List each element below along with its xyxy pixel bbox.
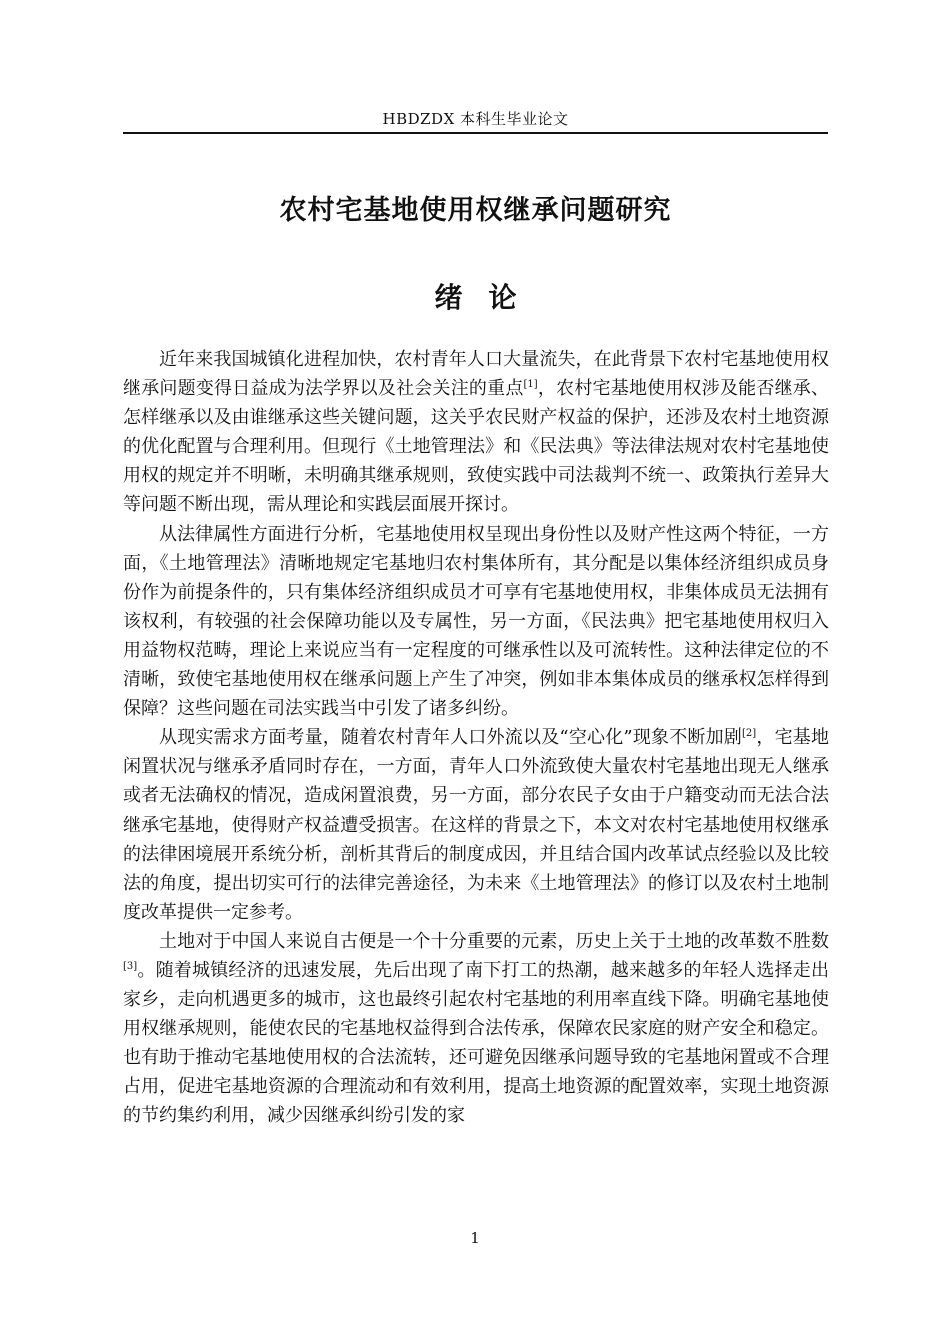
citation-marker: [2] — [742, 728, 757, 740]
header-rule — [123, 132, 828, 134]
page-number: 1 — [470, 1229, 480, 1247]
paragraph-3: 从现实需求方面考量，随着农村青年人口外流以及“空心化”现象不断加剧[2]，宅基地闲置状况与继承矛盾同时存在，一方面，青年人口外流致使大量农村宅基地出现无人继承或者无法确权的情况，造成闲置浪费，另一方面，部分农民子女由于户籍变动而无法合法继承宅基地，使得财产权益遭受损害。在这样的背景之下，本文对农村宅基地使用权继承的法律困境展开系统分析，剖析其背后的制度成因，并且结合国内改革试点经验以及比较法的角度，提出切实可行的法律完善途径，为未来《土地管理法》的修订以及农村土地制度改革提供一定参考。 — [123, 727, 830, 923]
paragraph-4: 土地对于中国人来说自古便是一个十分重要的元素，历史上关于土地的改革数不胜数[3]。随着城镇经济的迅速发展，先后出现了南下打工的热潮，越来越多的年轻人选择走出家乡，走向机遇更多的城市，这也最终引起农村宅基地的利用率直线下降。明确宅基地使用权继承规则，能使农民的宅基地权益得到合法传承，保障农民家庭的财产安全和稳定。也有助于推动宅基地使用权的合法流转，还可避免因继承问题导致的宅基地闲置或不合理占用，促进宅基地资源的合理流动和有效利用，提高土地资源的配置效率，实现土地资源的节约集约利用，减少因继承纠纷引发的家 — [123, 930, 829, 1127]
paragraph-2: 从法律属性方面进行分析，宅基地使用权呈现出身份性以及财产性这两个特征，一方面，《土地管理法》清晰地规定宅基地归农村集体所有，其分配是以集体经济组织成员身份作为前提条件的，只有集体经济组织成员才可享有宅基地使用权，非集体成员无法拥有该权利，有较强的社会保障功能以及专属性，另一方面，《民法典》把宅基地使用权归入用益物权范畴，理论上来说应当有一定程度的可继承性以及可流转性。这种法律定位的不清晰，致使宅基地使用权在继承问题上产生了冲突，例如非本集体成员的继承权怎样得到保障？这些问题在司法实践当中引发了诸多纠纷。 — [123, 523, 829, 720]
section-heading: 绪论 — [434, 281, 543, 314]
page-header: HBDZDX 本科生毕业论文 — [382, 110, 569, 128]
paper-title: 农村宅基地使用权继承问题研究 — [279, 195, 672, 226]
citation-marker: [1] — [523, 379, 538, 391]
citation-marker: [3] — [123, 960, 138, 972]
paragraph-1: 近年来我国城镇化进程加快，农村青年人口大量流失，在此背景下农村宅基地使用权继承问题变得日益成为法学界以及社会关注的重点[1]，农村宅基地使用权涉及能否继承、怎样继承以及由谁继承这些关键问题，这关乎农民财产权益的保护，还涉及农村土地资源的优化配置与合理利用。但现行《土地管理法》和《民法典》等法律法规对农村宅基地使用权的规定并不明晰，未明确其继承规则，致使实践中司法裁判不统一、政策执行差异大等问题不断出现，需从理论和实践层面展开探讨。 — [123, 349, 829, 516]
body-text — [123, 345, 829, 1131]
